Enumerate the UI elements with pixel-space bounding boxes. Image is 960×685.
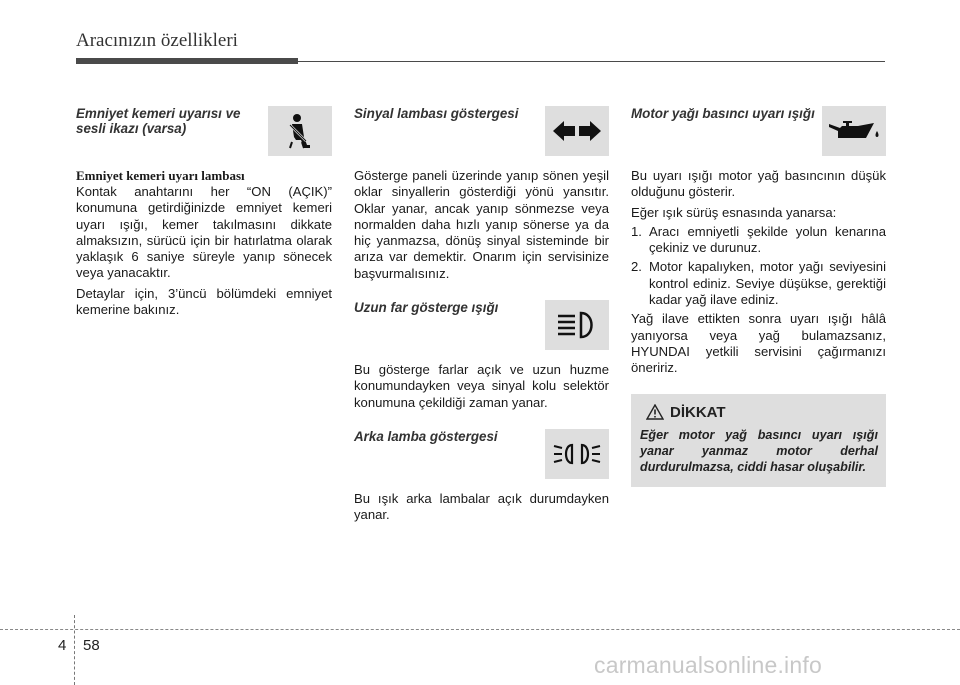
section-title-tail-lamp: Arka lamba göstergesi <box>354 428 498 444</box>
list-text: Motor kapalıyken, motor yağı seviyesini kontrol ediniz. Seviye düşükse, gerektiği kadar yağ ilave ediniz. <box>649 259 886 308</box>
paragraph-seatbelt-2: Detaylar için, 3’üncü bölümdeki emniyet kemerine bakınız. <box>76 285 332 318</box>
footer-divider <box>74 615 75 685</box>
turn-signal-arrows-icon <box>545 106 609 156</box>
section-header-high-beam <box>354 300 609 350</box>
header-bar <box>76 58 298 64</box>
page-number: 58 <box>83 637 100 654</box>
list-item <box>631 224 886 257</box>
page-header-title: Aracınızın özellikleri <box>76 30 238 51</box>
section-header-seatbelt <box>76 106 332 156</box>
section-header-oil-pressure <box>631 106 886 156</box>
paragraph-turn-signal: Gösterge paneli üzerinde yanıp sönen yeşil oklar sinyallerin gösterdiği yönü yansıtır. Oklar yanar, ancak yanıp sönmezse veya normalden daha hızlı yanıp sönerse ya da hiç yanmazsa, dönüş sinyal sisteminde bir arıza var demektir. Onarım için servisinize başvurmalısınız. <box>354 168 609 281</box>
paragraph-tail-lamp: Bu ışık arka lambalar açık durumdayken yanar. <box>354 490 609 523</box>
chapter-number: 4 <box>58 637 67 654</box>
list-number: 2. <box>631 259 642 275</box>
watermark: carmanualsonline.info <box>594 652 822 678</box>
warning-header <box>646 404 878 421</box>
section-title-seatbelt: Emniyet kemeri uyarısı ve sesli ikazı (varsa) <box>76 106 241 136</box>
list-number: 1. <box>631 223 642 239</box>
paragraph-oil-closing: Yağ ilave ettikten sonra uyarı ışığı hâlâ yanıyorsa veya yağ bulamazsanız, HYUNDAI yetkili servisini çağırmanızı öneririz. <box>631 311 886 376</box>
tail-lamp-icon <box>545 429 609 479</box>
column-oil-pressure <box>631 106 886 487</box>
section-header-tail-lamp <box>354 429 609 479</box>
section-title-turn-signal: Sinyal lambası göstergesi <box>354 106 519 121</box>
warning-title: DİKKAT <box>670 403 726 421</box>
paragraph-oil-intro: Bu uyarı ışığı motor yağ basıncının düşük olduğunu gösterir. <box>631 168 886 200</box>
section-title-high-beam: Uzun far gösterge ışığı <box>354 300 499 316</box>
list-text: Aracı emniyetli şekilde yolun kenarına çekiniz ve durunuz. <box>649 223 886 256</box>
seatbelt-icon <box>268 106 332 156</box>
warning-text: Eğer motor yağ basıncı uyarı ışığı yanar yanmaz motor derhal durdurulmazsa, ciddi hasar oluşabilir. <box>640 427 878 474</box>
column-indicators <box>354 106 609 524</box>
warning-triangle-icon <box>646 404 664 420</box>
column-seatbelt <box>76 106 332 318</box>
header-rule <box>298 61 885 62</box>
list-item <box>631 259 886 308</box>
high-beam-icon <box>545 300 609 350</box>
paragraph-oil-condition: Eğer ışık sürüş esnasında yanarsa: <box>631 204 837 220</box>
oil-pressure-icon <box>822 106 886 156</box>
footer-rule <box>0 629 960 630</box>
section-header-turn-signal <box>354 106 609 156</box>
section-title-oil-pressure: Motor yağı basıncı uyarı ışığı <box>631 106 815 121</box>
paragraph-high-beam: Bu gösterge farlar açık ve uzun huzme konumundayken veya sinyal kolu selektör konumuna çekildiği zaman yanar. <box>354 362 609 410</box>
subheading-seatbelt-lamp: Emniyet kemeri uyarı lambası <box>76 168 245 183</box>
warning-box <box>631 394 886 487</box>
paragraph-seatbelt-1: Kontak anahtarını her “ON (AÇIK)” konumuna getirdiğinizde emniyet kemeri uyarı ışığı, kemer takılmasını dikkate almaksızın, sürücü için bir hatırlatma olarak yaklaşık 6 saniye süreyle yanıp sönecek veya yanacaktır. <box>76 184 332 281</box>
